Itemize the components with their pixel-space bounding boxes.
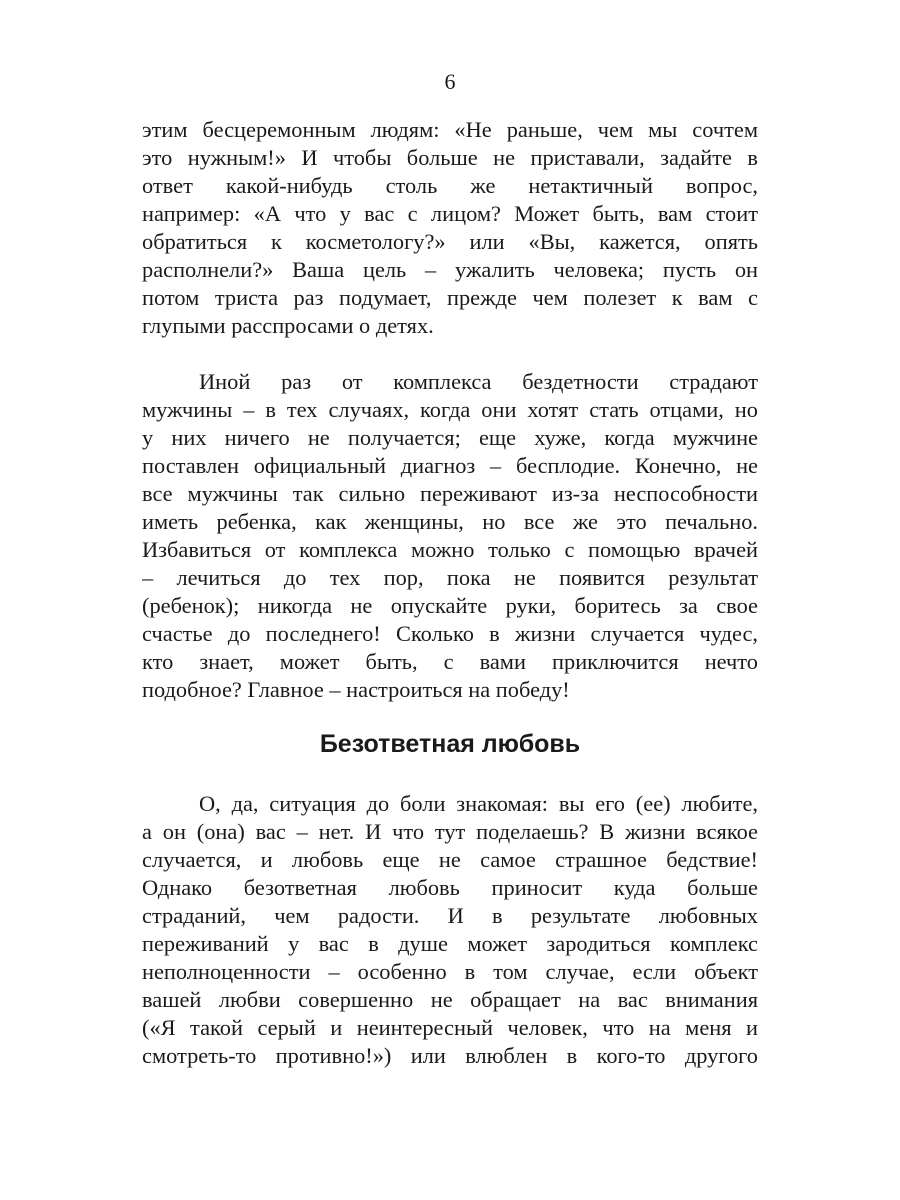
paragraph-1 — [142, 116, 758, 340]
text-line: у них ничего не получается; еще хуже, когда мужчине — [142, 425, 758, 450]
text-line: все мужчины так сильно переживают из-за неспособности — [142, 481, 758, 506]
text-line: ответ какой-нибудь столь же нетактичный вопрос, — [142, 173, 758, 198]
text-line: мужчины – в тех случаях, когда они хотят стать отцами, но — [142, 397, 758, 422]
text-line: вашей любви совершенно не обращает на вас внимания — [142, 987, 758, 1012]
text-line: это нужным!» И чтобы больше не приставали, задайте в — [142, 145, 758, 170]
text-line: располнели?» Ваша цель – ужалить человека; пусть он — [142, 257, 758, 282]
paragraph-3 — [142, 790, 758, 1070]
text-line: О, да, ситуация до боли знакомая: вы его (ее) любите, — [199, 791, 758, 816]
text-line: Однако безответная любовь приносит куда больше — [142, 875, 758, 900]
text-line: – лечиться до тех пор, пока не появится результат — [142, 565, 758, 590]
section-heading: Безответная любовь — [319, 730, 581, 758]
text-line: Избавиться от комплекса можно только с помощью врачей — [142, 537, 758, 562]
page-number: 6 — [444, 69, 456, 94]
text-line: этим бесцеремонным людям: «Не раньше, чем мы сочтем — [142, 117, 758, 142]
text-line: Иной раз от комплекса бездетности страдают — [199, 369, 758, 394]
text-line: переживаний у вас в душе может зародиться комплекс — [142, 931, 758, 956]
text-line: (ребенок); никогда не опускайте руки, боритесь за свое — [142, 593, 758, 618]
text-line: неполноценности – особенно в том случае, если объект — [142, 959, 758, 984]
text-line: поставлен официальный диагноз – бесплодие. Конечно, не — [142, 453, 758, 478]
text-line: а он (она) вас – нет. И что тут поделаешь? В жизни всякое — [142, 819, 758, 844]
text-line: глупыми расспросами о детях. — [142, 313, 434, 338]
text-line: потом триста раз подумает, прежде чем полезет к вам с — [142, 285, 758, 310]
text-line: случается, и любовь еще не самое страшное бедствие! — [142, 847, 758, 872]
text-line: обратиться к косметологу?» или «Вы, кажется, опять — [142, 229, 758, 254]
text-line: кто знает, может быть, с вами приключится нечто — [142, 649, 758, 674]
text-line: смотреть-то противно!») или влюблен в кого-то другого — [142, 1043, 758, 1068]
text-line: например: «А что у вас с лицом? Может быть, вам стоит — [142, 201, 758, 226]
text-line: подобное? Главное – настроиться на победу! — [142, 677, 570, 702]
paragraph-2 — [142, 368, 758, 704]
text-line: счастье до последнего! Сколько в жизни случается чудес, — [142, 621, 758, 646]
text-line: иметь ребенка, как женщины, но все же это печально. — [142, 509, 758, 534]
text-line: («Я такой серый и неинтересный человек, что на меня и — [142, 1015, 758, 1040]
text-line: страданий, чем радости. И в результате любовных — [142, 903, 758, 928]
